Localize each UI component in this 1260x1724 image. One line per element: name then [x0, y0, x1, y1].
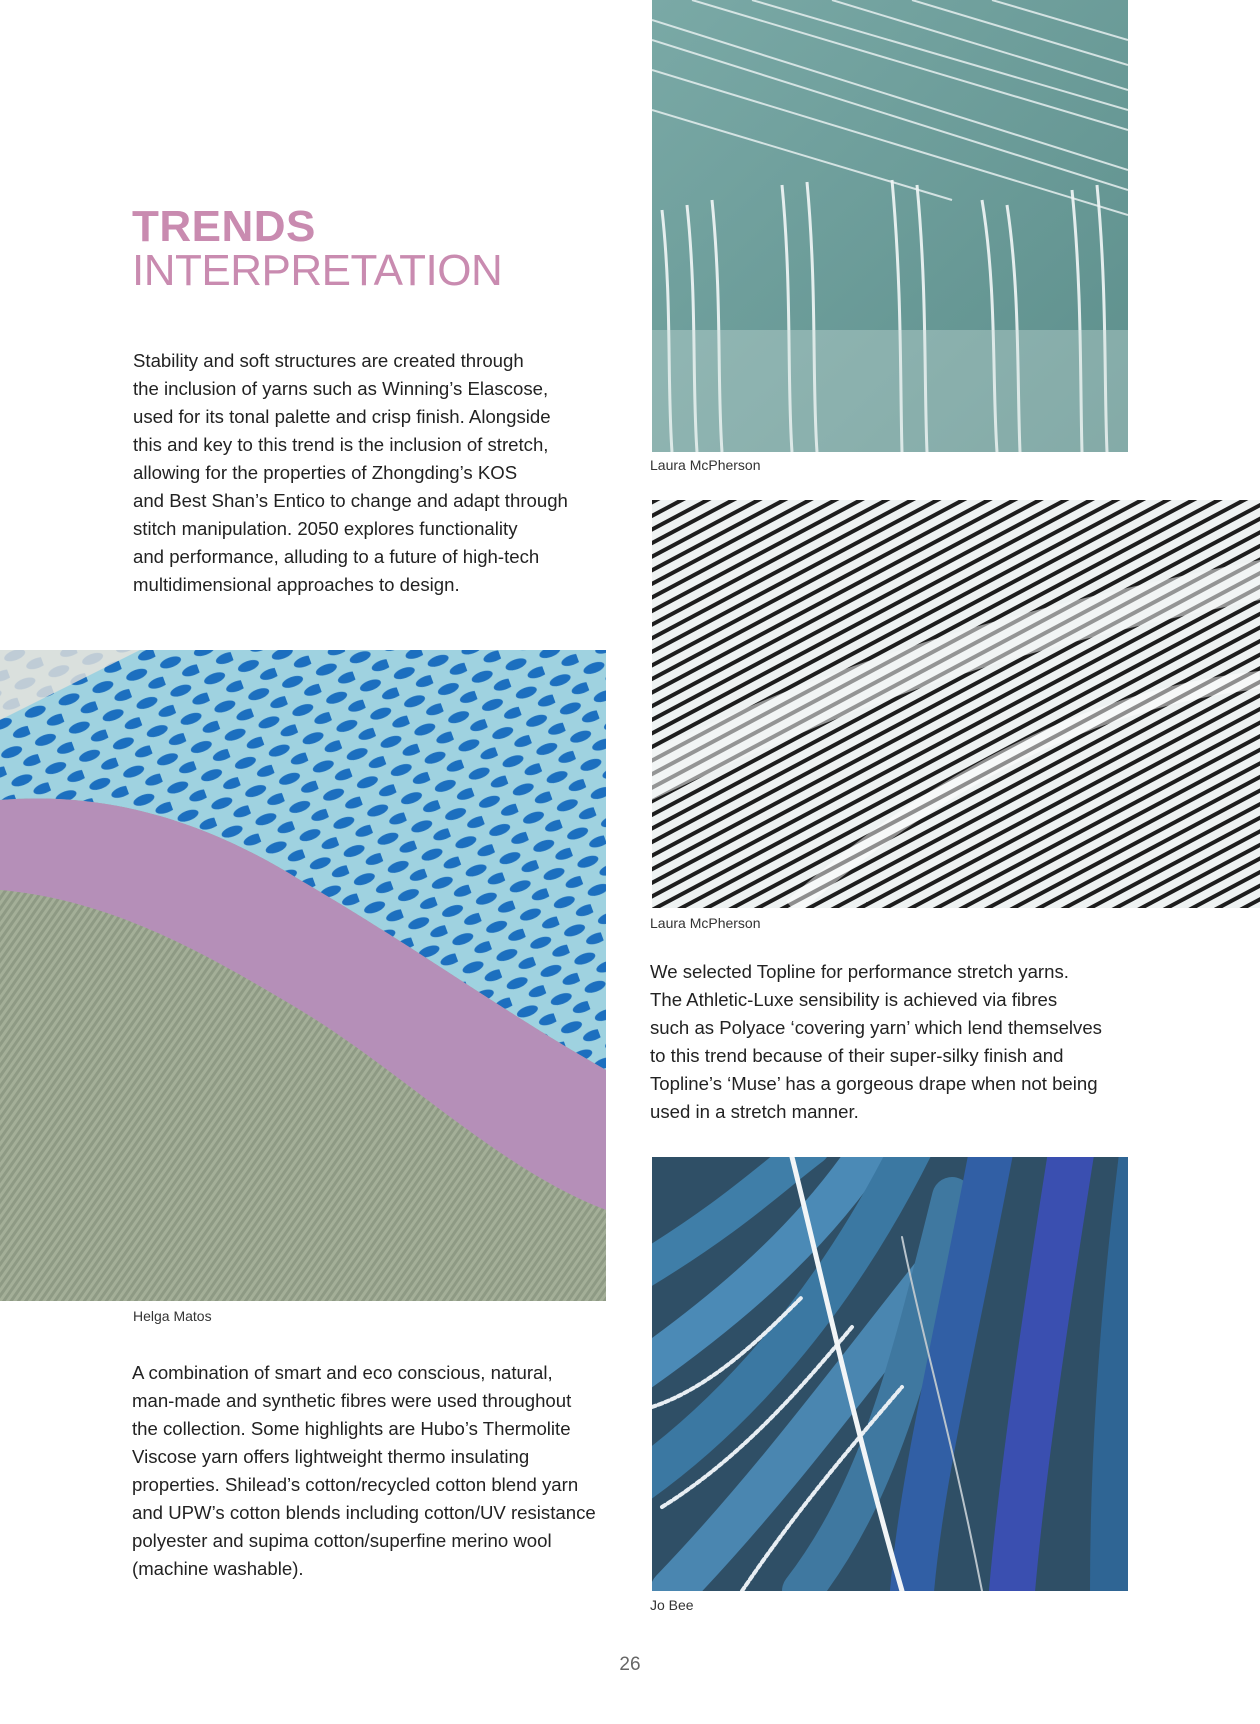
blue-lilac-woven-fabric-photo [0, 650, 606, 1301]
title-trends: TRENDS [132, 202, 316, 251]
knit-photo-caption: Jo Bee [650, 1597, 694, 1613]
fibres-paragraph: A combination of smart and eco conscious, natural, man-made and synthetic fibres were used throughout the collection. Some highlights are Hubo’s Thermolite Viscose yarn offers lightweight thermo insulating properties. Shilead’s cotton/recycled cotton blend yarn and UPW’s cotton blends including cotton/UV resistance polyester and supima cotton/superfine merino wool (machine washable). [132, 1362, 596, 1579]
intro-paragraph: Stability and soft structures are created through the inclusion of yarns such as Winning’s Elascose, used for its tonal palette and crisp finish. Alongside this and key to this trend is the inclusion of stretch, allowing for the properties of Zhongding’s KOS and Best Shan’s Entico to change and adapt through stitch manipulation. 2050 explores functionality and performance, alluding to a future of high-tech multidimensional approaches to design. [133, 350, 568, 595]
blue-photo-caption: Helga Matos [133, 1308, 212, 1324]
page-number: 26 [619, 1654, 641, 1675]
blue-tubular-knit-photo [652, 1157, 1128, 1591]
black-white-striped-fabric-photo [652, 500, 1260, 908]
teal-knit-fabric-photo [652, 0, 1128, 452]
title-interpretation: INTERPRETATION [132, 246, 503, 295]
bw-photo-caption: Laura McPherson [650, 915, 761, 931]
topline-paragraph: We selected Topline for performance stretch yarns. The Athletic-Luxe sensibility is achieved via fibres such as Polyace ‘covering yarn’ which lend themselves to this trend because of their super-silky finish and Topline’s ‘Muse’ has a gorgeous drape when not being used in a stretch manner. [650, 961, 1102, 1122]
teal-photo-caption: Laura McPherson [650, 457, 761, 473]
